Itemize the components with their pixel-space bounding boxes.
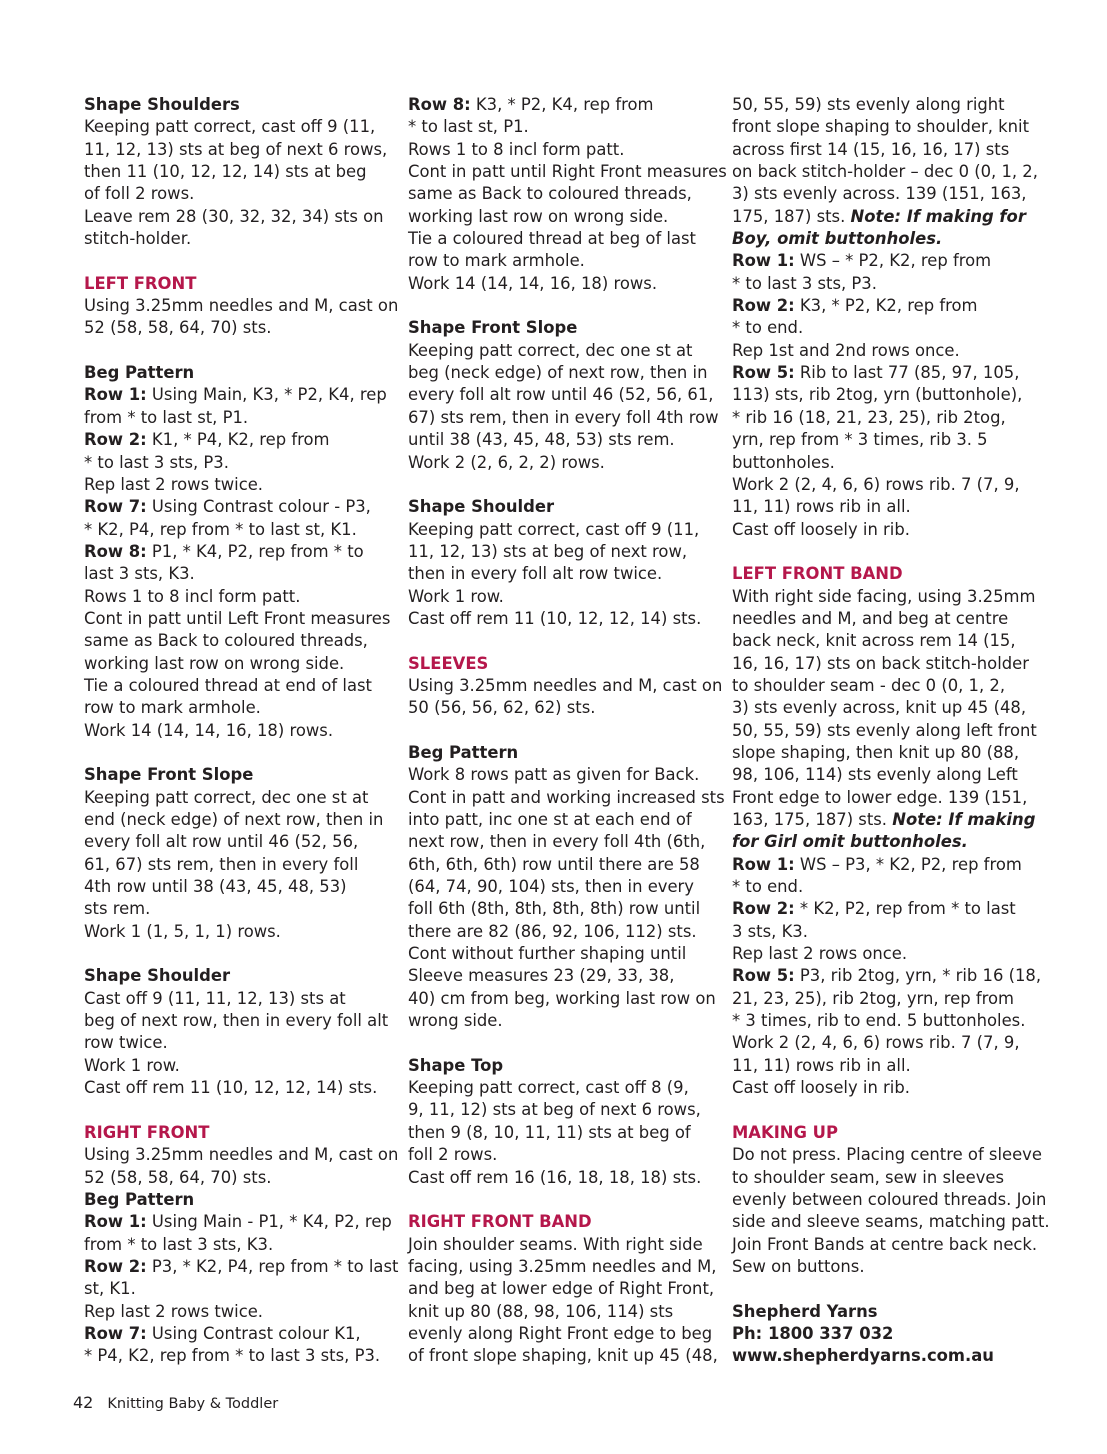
- text-line: 113) sts, rib 2tog, yrn (buttonhole),: [732, 385, 1023, 405]
- text-line: Work 8 rows patt as given for Back.: [408, 765, 700, 785]
- text-line: 52 (58, 58, 64, 70) sts.: [84, 318, 272, 338]
- text-line: 9, 11, 12) sts at beg of next 6 rows,: [408, 1100, 701, 1120]
- text-line: beg of next row, then in every foll alt: [84, 1011, 389, 1031]
- page-number: 42: [73, 1393, 94, 1412]
- section-body: [408, 1077, 720, 1189]
- text-line: row twice.: [84, 1033, 168, 1053]
- section-body: [84, 988, 396, 1100]
- text-line: 50, 55, 59) sts evenly along right: [732, 95, 1005, 114]
- text-line: Keeping patt correct, dec one st at: [84, 787, 369, 807]
- section-heading: Beg Pattern: [408, 742, 519, 762]
- instruction-line: Rep last 2 rows once.: [732, 944, 908, 964]
- text-line: beg (neck edge) of next row, then in: [408, 363, 708, 383]
- instruction-line: from * to last st, P1.: [84, 407, 249, 427]
- text-line: * rib 16 (18, 21, 23, 25), rib 2tog,: [732, 407, 1006, 427]
- text-line: Tie a coloured thread at end of last: [84, 675, 372, 695]
- text-line: 50 (56, 56, 62, 62) sts.: [408, 698, 596, 718]
- text-line: 61, 67) sts rem, then in every foll: [84, 854, 359, 874]
- text-line: 21, 23, 25), rib 2tog, yrn, rep from: [732, 988, 1015, 1008]
- instruction-line: * to end.: [732, 877, 804, 897]
- instruction-line: Rep 1st and 2nd rows once.: [732, 340, 960, 360]
- text-line: Keeping patt correct, dec one st at: [408, 340, 693, 360]
- text-line: yrn, rep from * 3 times, rib 3. 5: [732, 430, 988, 450]
- text-line: 11, 11) rows rib in all.: [732, 497, 911, 517]
- text-line: Join Front Bands at centre back neck.: [732, 1234, 1038, 1254]
- note-text: for Girl omit buttonholes.: [732, 832, 968, 852]
- text-line: needles and M, and beg at centre: [732, 608, 1009, 628]
- instruction-line: Row 2: K3, * P2, K2, rep from: [732, 296, 978, 316]
- text-line: With right side facing, using 3.25mm: [732, 586, 1036, 606]
- instruction-line: 163, 175, 187) sts. Note: If making: [732, 810, 1036, 829]
- text-line: to shoulder seam, sew in sleeves: [732, 1167, 1005, 1187]
- text-line: Work 1 row.: [84, 1055, 180, 1075]
- section-body: [408, 675, 723, 720]
- instruction-line: Row 5: Rib to last 77 (85, 97, 105,: [732, 363, 1020, 383]
- section-heading-left-front-band: LEFT FRONT BAND: [732, 564, 903, 584]
- text-line: Cont without further shaping until: [408, 944, 687, 964]
- text-line: same as Back to coloured threads,: [84, 631, 368, 651]
- text-line: stitch-holder.: [84, 229, 192, 249]
- note-text: Note: If making: [892, 810, 1036, 829]
- text-line: on back stitch-holder – dec 0 (0, 1, 2,: [732, 162, 1038, 182]
- section-body: [84, 787, 396, 943]
- section-heading: Beg Pattern: [84, 1189, 195, 1209]
- section-body: [408, 116, 727, 295]
- text-line: (64, 74, 90, 104) sts, then in every: [408, 877, 694, 897]
- section-heading: Shape Front Slope: [84, 765, 254, 785]
- text-line: 4th row until 38 (43, 45, 48, 53): [84, 877, 347, 897]
- text-line: 11, 12, 13) sts at beg of next row,: [408, 541, 688, 561]
- column-3: [732, 94, 1050, 1368]
- text-line: Keeping patt correct, cast off 9 (11,: [84, 117, 376, 137]
- text-line: end (neck edge) of next row, then in: [84, 810, 384, 829]
- section-body: [408, 519, 720, 631]
- text-line: Work 14 (14, 14, 16, 18) rows.: [84, 720, 334, 740]
- text-line: working last row on wrong side.: [408, 206, 669, 226]
- text-line: * 3 times, rib to end. 5 buttonholes.: [732, 1011, 1026, 1031]
- text-line: Join shoulder seams. With right side: [408, 1234, 703, 1254]
- section-heading: Shape Top: [408, 1055, 504, 1075]
- contact-name: Shepherd Yarns: [732, 1301, 878, 1321]
- text-line: every foll alt row until 46 (52, 56,: [84, 832, 359, 852]
- text-line: evenly along Right Front edge to beg: [408, 1323, 713, 1343]
- instruction-line: * to last 3 sts, P3.: [84, 452, 229, 472]
- section-body: [408, 764, 725, 1032]
- text-line: there are 82 (86, 92, 106, 112) sts.: [408, 921, 697, 941]
- text-line: Work 2 (2, 4, 6, 6) rows rib. 7 (7, 9,: [732, 474, 1020, 494]
- column-1: [84, 94, 399, 1368]
- text-line: foll 6th (8th, 8th, 8th, 8th) row until: [408, 899, 701, 919]
- instruction-line: * to last 3 sts, P3.: [732, 273, 877, 293]
- instruction-line: st, K1.: [84, 1279, 136, 1299]
- section-heading-left-front: LEFT FRONT: [84, 273, 197, 293]
- instruction-line: Row 2: * K2, P2, rep from * to last: [732, 899, 1016, 919]
- section-heading: Shape Front Slope: [408, 318, 578, 338]
- text-line: then 9 (8, 10, 11, 11) sts at beg of: [408, 1122, 691, 1142]
- text-line: wrong side.: [408, 1011, 503, 1031]
- text-line: of foll 2 rows.: [84, 184, 195, 204]
- instruction-line: Row 7: Using Contrast colour - P3,: [84, 497, 371, 517]
- text-line: and beg at lower edge of Right Front,: [408, 1279, 715, 1299]
- text-line: Work 1 row.: [408, 586, 504, 606]
- section-heading-right-front-band: RIGHT FRONT BAND: [408, 1212, 592, 1232]
- section-body: [732, 384, 1042, 540]
- text-line: * to last st, P1.: [408, 117, 529, 137]
- contact-website: www.shepherdyarns.com.au: [732, 1346, 994, 1366]
- text-line: Cast off rem 11 (10, 12, 12, 14) sts.: [408, 608, 702, 628]
- section-heading-sleeves: SLEEVES: [408, 653, 489, 673]
- text-line: Work 2 (2, 6, 2, 2) rows.: [408, 452, 605, 472]
- text-line: evenly between coloured threads. Join: [732, 1189, 1047, 1209]
- section-body: [84, 586, 396, 742]
- section-body: [732, 1144, 1050, 1278]
- instruction-line: Row 1: WS – * P2, K2, rep from: [732, 251, 992, 271]
- publication-title: Knitting Baby & Toddler: [107, 1396, 279, 1412]
- text-line: side and sleeve seams, matching patt.: [732, 1212, 1050, 1232]
- instruction-line: from * to last 3 sts, K3.: [84, 1234, 274, 1254]
- text-line: 3) sts evenly across, knit up 45 (48,: [732, 698, 1027, 718]
- instruction-line: Row 2: K1, * P4, K2, rep from: [84, 430, 330, 450]
- text-line: Rows 1 to 8 incl form patt.: [84, 586, 301, 606]
- text-line: Rows 1 to 8 incl form patt.: [408, 139, 625, 159]
- text-line: Sleeve measures 23 (29, 33, 38,: [408, 966, 675, 986]
- text-line: Cast off loosely in rib.: [732, 519, 910, 539]
- text-line: foll 2 rows.: [408, 1145, 498, 1165]
- instruction-line: 3) sts evenly across. 139 (151, 163,: [732, 184, 1027, 204]
- text-line: Do not press. Placing centre of sleeve: [732, 1145, 1042, 1165]
- page-footer: [73, 1393, 278, 1412]
- text-line: buttonholes.: [732, 452, 835, 472]
- text-line: of front slope shaping, knit up 45 (48,: [408, 1346, 718, 1366]
- text-line: row to mark armhole.: [408, 251, 585, 271]
- section-body: [732, 94, 1042, 183]
- section-heading-making-up: MAKING UP: [732, 1122, 838, 1142]
- contact-phone: Ph: 1800 337 032: [732, 1323, 894, 1343]
- instruction-line: * K2, P4, rep from * to last st, K1.: [84, 519, 357, 539]
- text-line: then in every foll alt row twice.: [408, 564, 663, 584]
- text-line: 11, 12, 13) sts at beg of next 6 rows,: [84, 139, 388, 159]
- instruction-line: Row 8: K3, * P2, K4, rep from: [408, 95, 654, 114]
- instruction-line: last 3 sts, K3.: [84, 564, 195, 584]
- instruction-line: Row 7: Using Contrast colour K1,: [84, 1323, 361, 1343]
- text-line: until 38 (43, 45, 48, 53) sts rem.: [408, 430, 675, 450]
- text-line: Work 14 (14, 14, 16, 18) rows.: [408, 273, 658, 293]
- text-line: Leave rem 28 (30, 32, 32, 34) sts on: [84, 206, 384, 226]
- instruction-line: Rep last 2 rows twice.: [84, 1301, 264, 1321]
- text-line: Cont in patt until Right Front measures: [408, 162, 727, 182]
- text-line: 11, 11) rows rib in all.: [732, 1055, 911, 1075]
- text-line: Tie a coloured thread at beg of last: [408, 229, 696, 249]
- note-text: Boy, omit buttonholes.: [732, 229, 943, 249]
- text-line: Using 3.25mm needles and M, cast on: [84, 296, 399, 316]
- text-line: every foll alt row until 46 (52, 56, 61,: [408, 385, 714, 405]
- text-line: Sew on buttons.: [732, 1256, 865, 1276]
- text-line: Using 3.25mm needles and M, cast on: [408, 675, 723, 695]
- text-line: 16, 16, 17) sts on back stitch-holder: [732, 653, 1029, 673]
- section-body: [408, 340, 720, 474]
- section-body: [732, 586, 1042, 809]
- section-body: [84, 116, 396, 250]
- text-line: Cast off rem 16 (16, 18, 18, 18) sts.: [408, 1167, 702, 1187]
- text-line: working last row on wrong side.: [84, 653, 345, 673]
- text-line: Using 3.25mm needles and M, cast on: [84, 1145, 399, 1165]
- text-line: slope shaping, then knit up 80 (88,: [732, 742, 1020, 762]
- text-line: same as Back to coloured threads,: [408, 184, 692, 204]
- text-line: 52 (58, 58, 64, 70) sts.: [84, 1167, 272, 1187]
- section-body: [84, 1144, 399, 1189]
- section-heading: Shape Shoulder: [408, 497, 555, 517]
- instruction-line: 3 sts, K3.: [732, 921, 808, 941]
- text-line: sts rem.: [84, 899, 151, 919]
- instruction-line: * to end.: [732, 318, 804, 338]
- text-line: Work 1 (1, 5, 1, 1) rows.: [84, 921, 281, 941]
- text-line: 6th, 6th, 6th) row until there are 58: [408, 854, 700, 874]
- text-line: Keeping patt correct, cast off 9 (11,: [408, 519, 700, 539]
- text-line: next row, then in every foll 4th (6th,: [408, 832, 706, 852]
- section-heading: Shape Shoulder: [84, 966, 231, 986]
- text-line: back neck, knit across rem 14 (15,: [732, 631, 1016, 651]
- text-line: facing, using 3.25mm needles and M,: [408, 1256, 717, 1276]
- text-line: into patt, inc one st at each end of: [408, 810, 692, 829]
- instruction-line: Rep last 2 rows twice.: [84, 474, 264, 494]
- text-line: Cont in patt until Left Front measures: [84, 608, 391, 628]
- text-line: 98, 106, 114) sts evenly along Left: [732, 765, 1018, 785]
- text-line: to shoulder seam - dec 0 (0, 1, 2,: [732, 675, 1006, 695]
- text-line: row to mark armhole.: [84, 698, 261, 718]
- text-line: 67) sts rem, then in every foll 4th row: [408, 407, 719, 427]
- text-line: Work 2 (2, 4, 6, 6) rows rib. 7 (7, 9,: [732, 1033, 1020, 1053]
- section-heading: Beg Pattern: [84, 363, 195, 383]
- instruction-line: Row 1: Using Main, K3, * P2, K4, rep: [84, 385, 387, 405]
- text-line: Cont in patt and working increased sts: [408, 787, 725, 807]
- section-heading: Shape Shoulders: [84, 95, 240, 114]
- instruction-line: Row 1: WS – P3, * K2, P2, rep from: [732, 854, 1022, 874]
- note-text: Note: If making for: [850, 206, 1026, 226]
- text-line: Keeping patt correct, cast off 8 (9,: [408, 1078, 689, 1098]
- section-body: [84, 295, 399, 340]
- text-line: knit up 80 (88, 98, 106, 114) sts: [408, 1301, 674, 1321]
- text-line: 50, 55, 59) sts evenly along left front: [732, 720, 1037, 740]
- text-line: Cast off loosely in rib.: [732, 1078, 910, 1098]
- instruction-line: 175, 187) sts. Note: If making for: [732, 206, 1026, 226]
- column-2: [408, 94, 727, 1368]
- instruction-line: Row 8: P1, * K4, P2, rep from * to: [84, 541, 364, 561]
- text-line: Cast off rem 11 (10, 12, 12, 14) sts.: [84, 1078, 378, 1098]
- text-line: then 11 (10, 12, 12, 14) sts at beg: [84, 162, 367, 182]
- section-heading-right-front: RIGHT FRONT: [84, 1122, 210, 1142]
- instruction-line: Row 1: Using Main - P1, * K4, P2, rep: [84, 1212, 392, 1232]
- text-line: Cast off 9 (11, 11, 12, 13) sts at: [84, 988, 346, 1008]
- text-line: front slope shaping to shoulder, knit: [732, 117, 1030, 137]
- instruction-line: * P4, K2, rep from * to last 3 sts, P3.: [84, 1346, 381, 1366]
- instruction-line: Row 2: P3, * K2, P4, rep from * to last: [84, 1256, 399, 1276]
- section-body: [408, 1234, 720, 1368]
- text-line: across first 14 (15, 16, 16, 17) sts: [732, 139, 1010, 159]
- section-body: [732, 988, 1042, 1100]
- text-line: 40) cm from beg, working last row on: [408, 988, 716, 1008]
- text-line: Front edge to lower edge. 139 (151,: [732, 787, 1028, 807]
- instruction-line: Row 5: P3, rib 2tog, yrn, * rib 16 (18,: [732, 966, 1042, 986]
